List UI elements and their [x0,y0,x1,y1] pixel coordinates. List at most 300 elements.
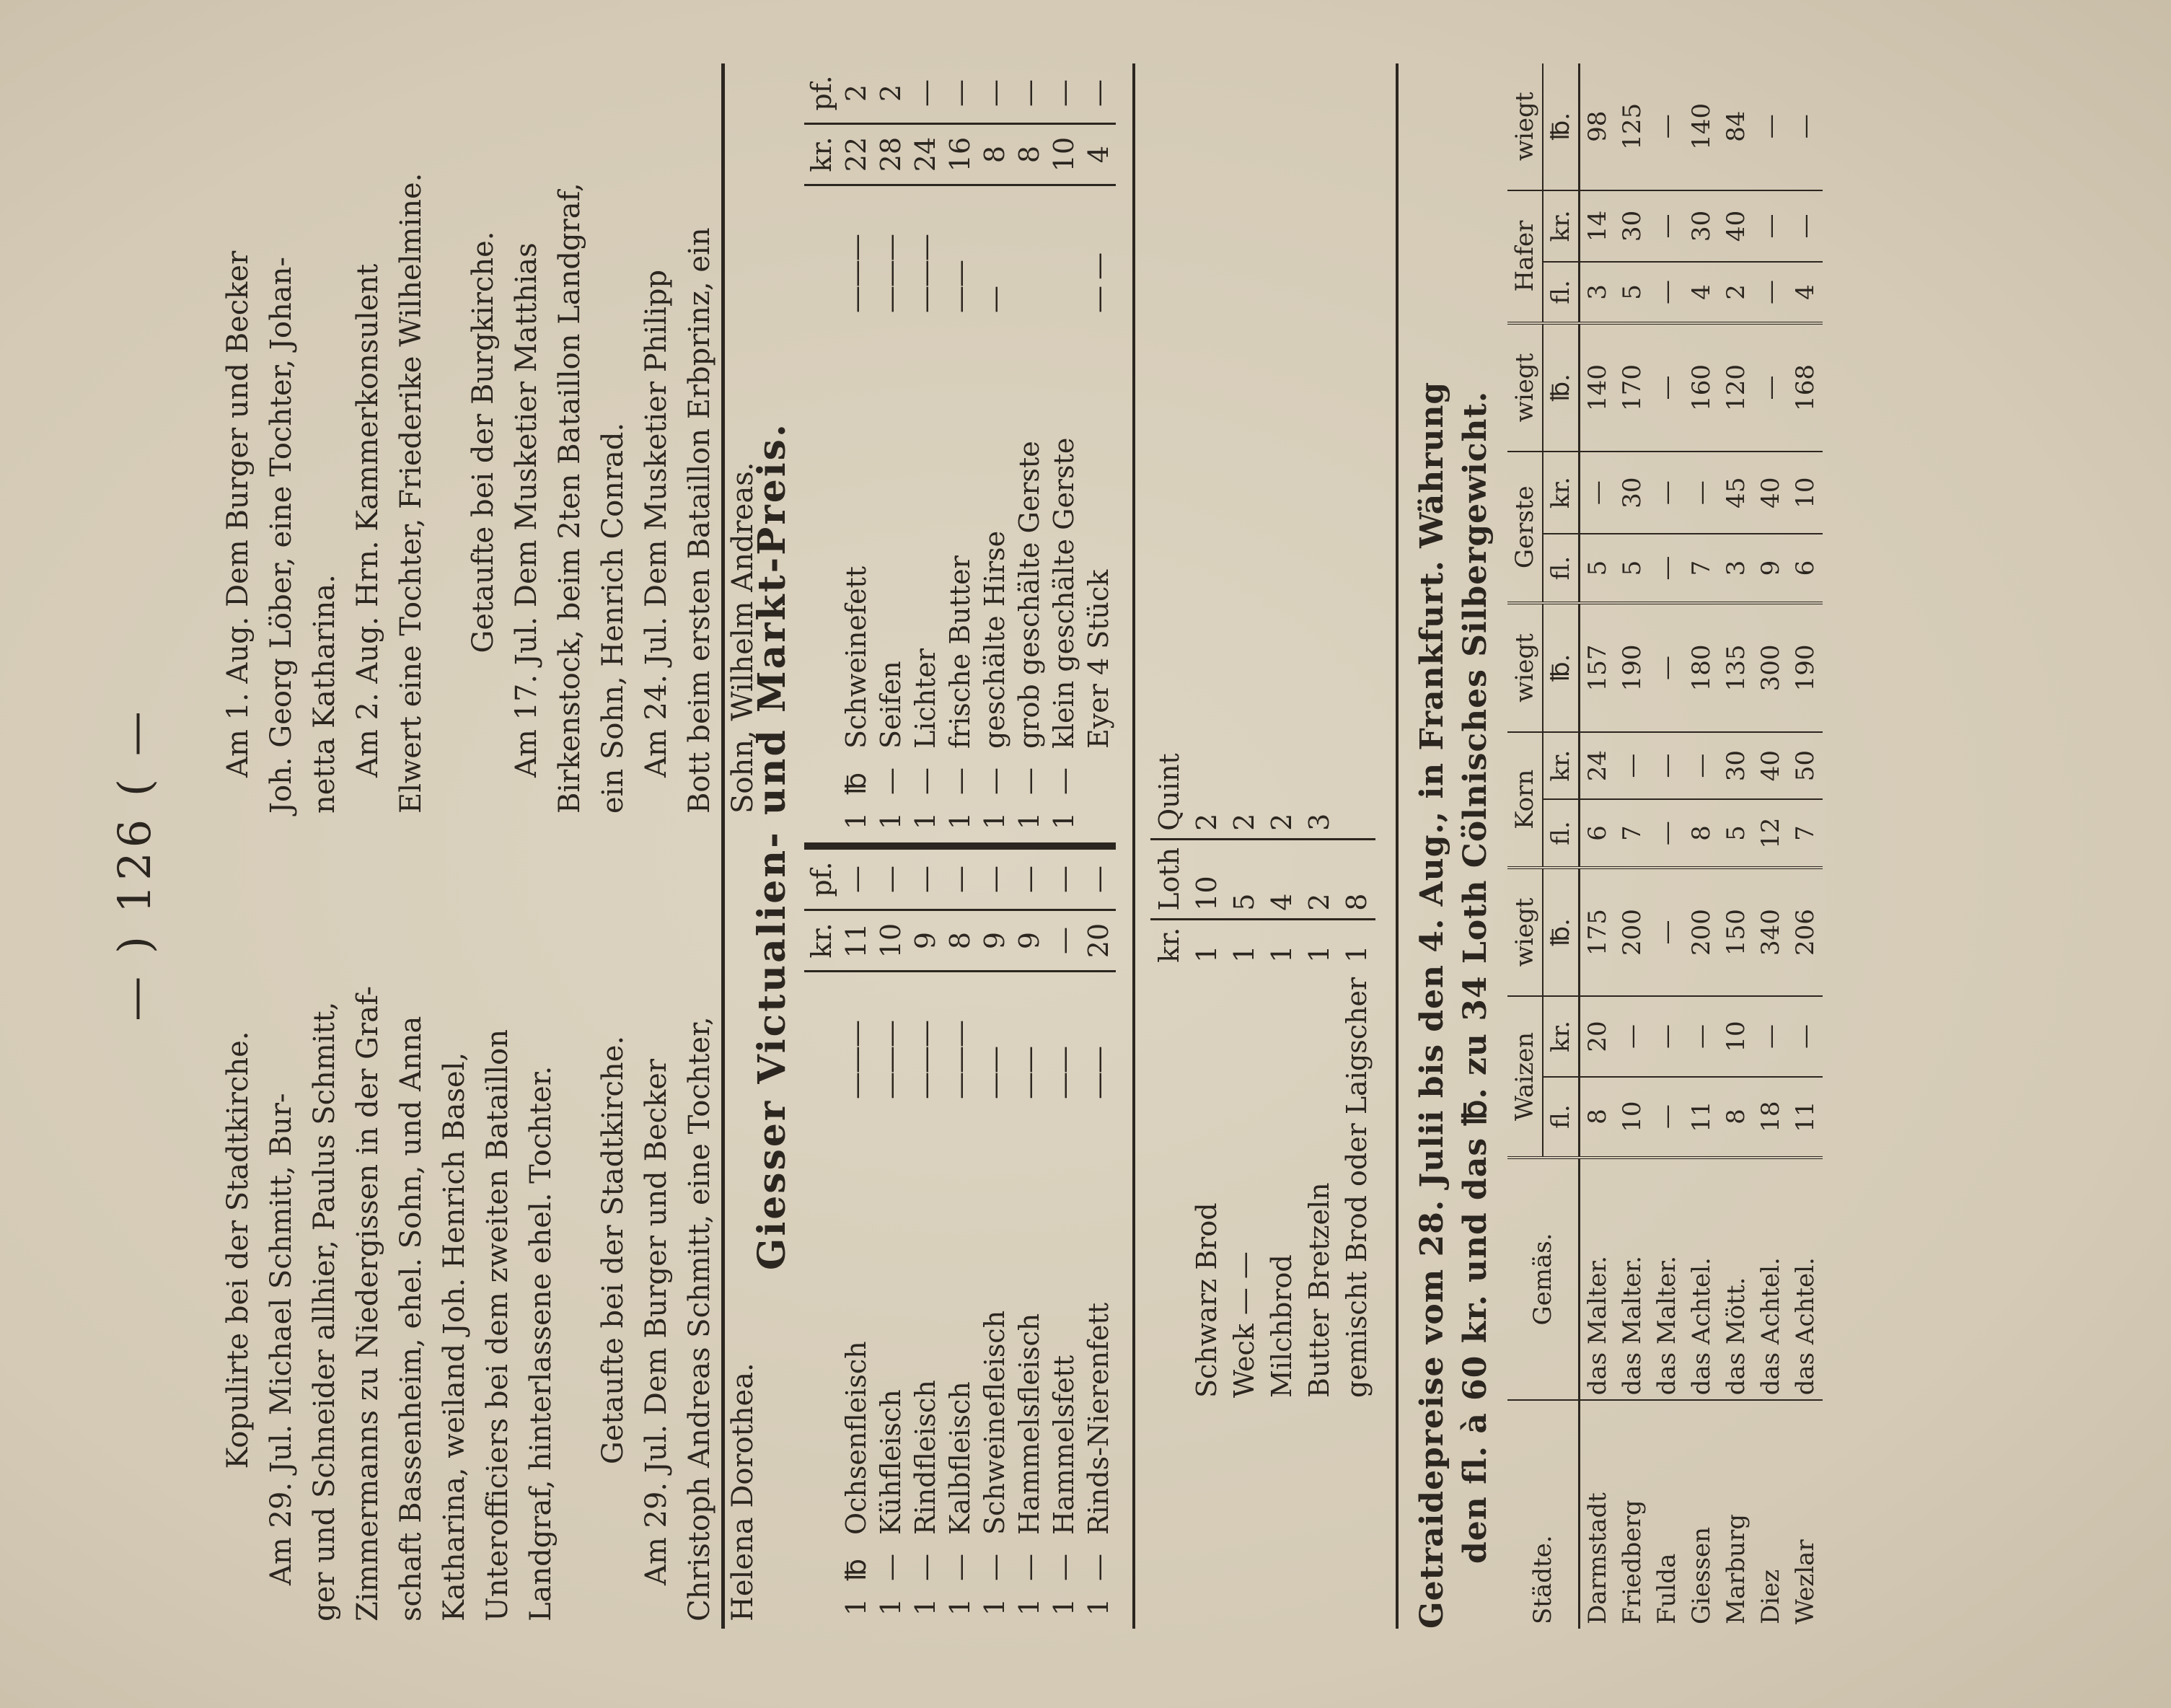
grain-table-body [1580,63,1823,1629]
header-cell: Waizen [1507,996,1543,1157]
value-cell: 190 [1788,603,1823,732]
value-cell: 7 [1788,799,1823,867]
table-header-row [804,850,839,1629]
value-cell: 2 [1719,262,1753,322]
qty-cell: 1 [1048,1598,1080,1616]
market-table-right [804,63,1116,850]
market-table-left [804,850,1116,1629]
item-cell: Eyer 4 Stück [1083,569,1114,749]
unit-cell: ℔ [840,772,872,795]
dash-cell: —— [1048,1047,1080,1099]
value-cell: 175 [1580,868,1616,997]
value-cell: 30 [1615,190,1650,263]
value-cell: — [1615,996,1650,1076]
value-cell: — [1650,868,1684,997]
value-cell: 84 [1719,63,1753,190]
value-cell: 300 [1753,603,1788,732]
text-line: Am 24. Jul. Dem Musketier Philipp [640,269,673,778]
table-row [977,850,1012,1629]
value-cell: 5 [1580,534,1616,603]
section-divider [1396,63,1399,1629]
measure-cell: das Achtel. [1753,1158,1788,1401]
value-cell: — [1753,262,1788,322]
quint-cell: 3 [1300,746,1338,839]
table-row [1081,63,1116,846]
dash-cell: —— [944,261,976,313]
table-row [839,63,873,846]
value-cell: — [1650,452,1684,534]
table-row [839,850,873,1629]
kr-cell: 4 [1081,124,1116,185]
kr-cell: 1 [1266,945,1298,963]
table-row [908,850,943,1629]
measure-cell: das Achtel. [1684,1158,1719,1401]
table-row [943,850,977,1629]
kr-cell: — [1047,910,1081,972]
item-cell: Milchbrod [1266,1254,1298,1398]
text-line: ein Sohn, Henrich Conrad. [596,422,630,814]
dash-cell: —— [1013,1047,1045,1099]
item-cell: frische Butter [944,555,976,749]
unit-cell: ℔ [840,1558,872,1581]
value-cell: 3 [1719,534,1753,603]
table-row [1338,746,1375,1405]
text-line: Am 29. Jul. Dem Burger und Becker [640,1059,673,1585]
kr-cell: 9 [1012,910,1047,972]
value-cell: 120 [1719,323,1753,452]
value-cell: 140 [1580,323,1616,452]
item-cell: Seifen [875,661,907,749]
item-cell: Rinds-Nierenfett [1083,1302,1114,1535]
value-cell: 30 [1684,190,1719,263]
value-cell: 180 [1684,603,1719,732]
subheader-cell: ℔. [1543,323,1580,452]
kr-cell: 16 [943,124,977,185]
subheader-cell: ℔. [1543,603,1580,732]
value-cell: 7 [1684,534,1719,603]
value-cell: 50 [1788,732,1823,800]
value-cell: — [1580,452,1616,534]
value-cell: — [1650,323,1684,452]
table-header-row [1150,746,1188,1405]
kr-cell: 11 [839,910,873,972]
subheader-cell: fl. [1543,799,1580,867]
value-cell: 125 [1615,63,1650,190]
value-cell: — [1650,603,1684,732]
text-line: Sohn, Wilhelm Andreas. [726,462,759,814]
value-cell: 200 [1615,868,1650,997]
loth-header: Loth [1150,839,1188,919]
loth-cell: 10 [1188,839,1225,919]
value-cell: — [1650,262,1684,322]
unit-cell: — [910,1554,941,1581]
value-cell: 6 [1788,534,1823,603]
value-cell: — [1650,799,1684,867]
header-cell: Gemäs. [1507,1158,1580,1401]
quint-header: Quint [1150,746,1188,839]
pf-cell: — [1081,850,1116,910]
qty-cell: 1 [977,799,1012,846]
loth-cell: 8 [1338,839,1375,919]
table-row [873,850,908,1629]
value-cell: 9 [1753,534,1788,603]
city-cell: Diez [1756,1569,1785,1624]
text-line: schaft Bassenheim, ehel. Sohn, und Anna [395,1016,428,1621]
city-cell: Giessen [1687,1526,1716,1624]
value-cell: 12 [1753,799,1788,867]
quint-cell [1338,746,1375,839]
pf-cell: — [943,850,977,910]
value-cell: 11 [1788,1077,1823,1158]
kr-header: kr. [804,910,839,972]
value-cell: — [1753,323,1788,452]
table-row [1047,850,1081,1629]
dash-cell: ——— [875,1021,907,1099]
qty-cell: 1 [944,1598,976,1616]
value-cell: — [1753,63,1788,190]
table-header-row [1507,63,1543,1629]
grain-price-table [1507,63,1823,1629]
loth-cell: 2 [1300,839,1338,919]
item-cell: geschälte Hirse [979,530,1010,749]
value-cell: — [1788,190,1823,263]
kr-header: kr. [1153,927,1185,963]
value-cell: — [1650,732,1684,800]
value-cell: — [1684,452,1719,534]
value-cell: 11 [1684,1077,1719,1158]
item-cell: Lichter [910,648,941,749]
item-cell: Butter Bretzeln [1303,1182,1335,1398]
value-cell: 340 [1753,868,1788,997]
value-cell: 20 [1580,996,1616,1076]
text-line: netta Katharina. [308,574,341,814]
item-cell: Kühfleisch [875,1389,907,1535]
quint-cell: 2 [1263,746,1300,839]
value-cell: — [1788,996,1823,1076]
pf-cell: — [839,850,873,910]
kr-cell: 24 [908,124,943,185]
header-cell: wiegt [1507,868,1543,997]
table-row [1012,850,1047,1629]
value-cell: — [1650,190,1684,263]
table-row [908,63,943,846]
text-line: Zimmermanns zu Niedergissen in der Graf- [351,986,384,1621]
value-cell: — [1615,732,1650,800]
kr-cell: 9 [908,910,943,972]
kr-cell: 9 [977,910,1012,972]
kr-cell: 22 [839,124,873,185]
dash-cell: — — [1083,253,1114,313]
value-cell: — [1684,732,1719,800]
value-cell: 10 [1788,452,1823,534]
kr-cell: 28 [873,124,908,185]
item-cell: Rindfleisch [910,1380,941,1535]
unit-cell: — [944,767,976,795]
kr-cell: 8 [1012,124,1047,185]
quint-cell: 2 [1188,746,1225,839]
qty-cell: 1 [979,1598,1010,1616]
text-line: Helena Dorothea. [726,1363,759,1621]
measure-cell: das Malter. [1615,1158,1650,1401]
table-row [1300,746,1338,1405]
city-cell: Marburg [1722,1513,1751,1624]
pf-cell: — [1047,63,1081,124]
value-cell: 170 [1615,323,1650,452]
city-cell: Wezlar [1791,1539,1820,1624]
value-cell: 24 [1580,732,1616,800]
section-divider [721,63,725,1629]
value-cell: 40 [1753,452,1788,534]
value-cell: 135 [1719,603,1753,732]
kr-cell: 10 [1047,124,1081,185]
measure-cell: das Achtel. [1788,1158,1823,1401]
table-row [943,63,977,846]
measure-cell: das Mött. [1719,1158,1753,1401]
value-cell: 10 [1719,996,1753,1076]
table-row [1263,746,1300,1405]
text-line: Am 2. Aug. Hrn. Kammerkonsulent [351,263,384,778]
header-cell: Hafer [1507,190,1543,323]
table-row [1047,63,1081,846]
dash-cell: —— [1083,1047,1114,1099]
page-header: — ) 126 ( — [108,707,161,1021]
pf-cell: — [943,63,977,124]
text-line: Joh. Georg Löber, eine Tochter, Johan- [265,257,298,814]
unit-cell: — [1083,1554,1114,1581]
item-cell: Hammelsfleisch [1013,1313,1045,1535]
text-line: Am 1. Aug. Dem Burger und Becker [221,250,255,778]
value-cell: 45 [1719,452,1753,534]
value-cell: — [1650,1077,1684,1158]
qty-cell: 1 [840,1598,872,1616]
text-line: Am 17. Jul. Dem Musketier Matthias [510,242,543,778]
unit-cell: — [875,767,907,795]
table-bottom-rule [1132,63,1135,1629]
subheader-cell: kr. [1543,190,1580,263]
bread-table [1150,746,1375,1405]
table-row [1081,850,1116,1629]
subheader-cell: kr. [1543,732,1580,800]
item-cell: grob geschälte Gerste [1013,441,1045,749]
value-cell: — [1788,63,1823,190]
grain-title-line-1: Getraidepreise vom 28. Julii bis den 4. Aug., in Frankfurt. Währung [1414,381,1450,1629]
table-row [1719,63,1753,1629]
city-cell: Fulda [1652,1553,1681,1624]
dash-cell: ——— [875,235,907,313]
value-cell: 18 [1753,1077,1788,1158]
value-cell: — [1753,996,1788,1076]
text-line: Bott beim ersten Bataillon Erbprinz, ein [683,227,716,814]
header-cell: wiegt [1507,63,1543,190]
value-cell: 206 [1788,868,1823,997]
text-line: Elwert eine Tochter, Friederike Wilhelmine. [395,172,428,814]
dash-cell [1012,185,1047,318]
kr-header: kr. [804,124,839,185]
pf-cell: — [1012,63,1047,124]
qty-cell: 1 [1013,1598,1045,1616]
pf-cell: — [977,850,1012,910]
pf-cell: — [1047,850,1081,910]
pf-cell: — [908,63,943,124]
grain-title-line-2: den fl. à 60 kr. und das ℔. zu 34 Loth Cölnisches Silbergewicht. [1457,390,1494,1564]
value-cell: 3 [1580,262,1616,322]
qty-cell: 1 [873,799,908,846]
qty-cell: 1 [839,799,873,846]
unit-cell [1081,753,1116,799]
value-cell: 5 [1615,534,1650,603]
unit-cell: — [1048,1554,1080,1581]
qty-cell: 1 [910,1598,941,1616]
kr-cell: 1 [1191,945,1223,963]
value-cell: 40 [1719,190,1753,263]
pf-cell: — [1012,850,1047,910]
text-line: Am 29. Jul. Michael Schmitt, Bur- [265,1093,298,1585]
value-cell: 6 [1580,799,1616,867]
value-cell: 4 [1684,262,1719,322]
table-row [1684,63,1719,1629]
pf-cell: — [908,850,943,910]
subheader-cell: kr. [1543,996,1580,1076]
pf-header: pf. [804,63,839,124]
section-heading: Getaufte bei der Burgkirche. [467,231,500,653]
unit-cell: — [944,1554,976,1581]
dash-cell: — [979,287,1010,313]
text-line: Christoph Andreas Schmitt, eine Tochter, [683,1016,716,1621]
pf-cell: — [977,63,1012,124]
unit-cell: — [910,767,941,795]
value-cell: 190 [1615,603,1650,732]
header-cell: wiegt [1507,603,1543,732]
text-line: Unterofficiers bei dem zweiten Bataillon [481,1029,514,1621]
unit-cell: — [875,1554,907,1581]
value-cell: — [1753,190,1788,263]
value-cell: 140 [1684,63,1719,190]
qty-cell: 1 [875,1598,907,1616]
table-row [1580,63,1616,1629]
table-row [873,63,908,846]
kr-cell: 8 [943,910,977,972]
pf-header: pf. [804,850,839,910]
qty-cell: 1 [1047,799,1081,846]
value-cell: 5 [1615,262,1650,322]
header-cell: Gerste [1507,452,1543,603]
item-cell: Schwarz Brod [1191,1202,1223,1398]
kr-cell: 1 [1303,945,1335,963]
quint-cell: 2 [1225,746,1263,839]
value-cell: 98 [1580,63,1616,190]
value-cell: 14 [1580,190,1616,263]
section-heading: Kopulirte bei der Stadtkirche. [221,1031,255,1469]
dash-cell: —— [979,1047,1010,1099]
item-cell: Schweinefett [840,565,872,749]
header-cell: wiegt [1507,323,1543,452]
loth-cell: 4 [1263,839,1300,919]
value-cell: 30 [1615,452,1650,534]
pf-cell: 2 [839,63,873,124]
kr-cell: 1 [1341,945,1373,963]
unit-cell: — [979,767,1010,795]
pf-cell: 2 [873,63,908,124]
unit-cell: — [1048,767,1080,795]
kr-cell: 8 [977,124,1012,185]
value-cell: 8 [1684,799,1719,867]
unit-cell: — [1013,1554,1045,1581]
loth-cell: 5 [1225,839,1263,919]
left-text-column [216,879,765,1621]
subheader-cell: ℔. [1543,868,1580,997]
kr-cell: 10 [873,910,908,972]
subheader-cell: kr. [1543,452,1580,534]
item-cell: Kalbfleisch [944,1381,976,1535]
value-cell: — [1650,63,1684,190]
table-row [1650,63,1684,1629]
city-cell: Friedberg [1618,1500,1647,1624]
header-cell: Städte. [1507,1400,1580,1629]
dash-cell: ——— [910,1021,941,1099]
measure-cell: das Malter. [1580,1158,1616,1401]
value-cell: 157 [1580,603,1616,732]
value-cell: 8 [1580,1077,1616,1158]
kr-cell: 1 [1228,945,1260,963]
table-row [1788,63,1823,1629]
qty-cell [1081,799,1116,846]
text-line: Landgraf, hinterlassene ehel. Tochter. [524,1065,558,1621]
value-cell: — [1684,996,1719,1076]
qty-cell: 1 [943,799,977,846]
text-line: Katharina, weiland Joh. Henrich Basel, [438,1052,471,1621]
pf-cell: — [873,850,908,910]
table-row [1225,746,1263,1405]
city-cell: Darmstadt [1583,1492,1612,1624]
subheader-cell: ℔. [1543,63,1580,190]
table-row [1188,746,1225,1405]
value-cell: 7 [1615,799,1650,867]
value-cell: 168 [1788,323,1823,452]
kr-cell: 20 [1081,910,1116,972]
item-cell: Weck — — [1228,1251,1260,1398]
value-cell: — [1650,996,1684,1076]
text-line: Birkenstock, beim 2ten Bataillon Landgraf, [553,182,586,814]
header-cell: Korn [1507,732,1543,868]
right-text-column [216,71,765,814]
value-cell: 10 [1615,1077,1650,1158]
dash-cell: ——— [910,235,941,313]
subheader-cell: fl. [1543,1077,1580,1158]
value-cell: — [1650,534,1684,603]
value-cell: 200 [1684,868,1719,997]
item-cell: Schweinefleisch [979,1310,1010,1535]
value-cell: 5 [1719,799,1753,867]
qty-cell: 1 [908,799,943,846]
value-cell: 150 [1719,868,1753,997]
qty-cell: 1 [1083,1598,1114,1616]
item-cell: Hammelsfett [1048,1355,1080,1535]
table-header-row [804,63,839,846]
table-row [1753,63,1788,1629]
section-heading: Getaufte bei der Stadtkirche. [596,1035,630,1465]
subheader-cell: fl. [1543,262,1580,322]
measure-cell: das Malter. [1650,1158,1684,1401]
pf-cell: — [1081,63,1116,124]
table-row [1012,63,1047,846]
subheader-cell: fl. [1543,534,1580,603]
value-cell: 8 [1719,1077,1753,1158]
item-cell: Ochsenfleisch [840,1341,872,1535]
value-cell: 160 [1684,323,1719,452]
value-cell: 30 [1719,732,1753,800]
dash-cell: ——— [840,235,872,313]
dash-cell [1047,185,1081,318]
